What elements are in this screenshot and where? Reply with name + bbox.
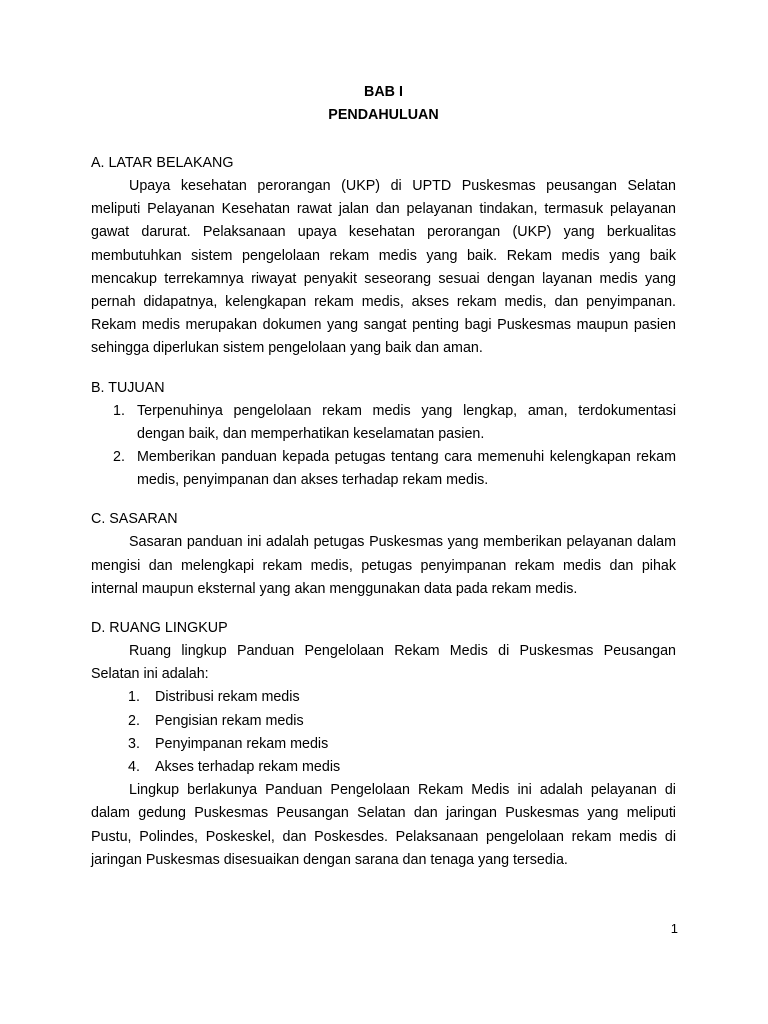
sasaran-paragraph: Sasaran panduan ini adalah petugas Puskesmas yang memberikan pelayanan dalam mengisi dan melengkapi rekam medis, petugas penyimpanan rekam medis dan pihak internal maupun eksternal yang akan menggunakan data pada rekam medis. — [91, 534, 676, 597]
page-number: 1 — [670, 921, 678, 936]
list-item — [91, 733, 676, 756]
list-item-text: Akses terhadap rekam medis — [155, 759, 341, 776]
list-item-text: Pengisian rekam medis — [155, 712, 304, 729]
section-heading-tujuan: B. TUJUAN — [91, 379, 165, 396]
list-item-number: 1. — [113, 402, 125, 419]
list-item-text: Memberikan panduan kepada petugas tentang cara memenuhi kelengkapan rekam medis, penyimpanan dan akses terhadap rekam medis. — [137, 449, 676, 489]
list-item-number: 2. — [113, 449, 125, 466]
section-heading-sasaran: C. SASARAN — [91, 511, 178, 528]
list-item-number: 2. — [128, 712, 140, 729]
chapter-title: PENDAHULUAN — [328, 107, 439, 123]
section-heading-latar-belakang: A. LATAR BELAKANG — [91, 155, 234, 171]
list-item — [91, 446, 676, 492]
list-item — [91, 710, 676, 733]
chapter-label: BAB I — [364, 84, 403, 100]
list-item-number: 3. — [128, 735, 140, 752]
list-item-number: 4. — [128, 759, 140, 776]
list-item — [91, 400, 676, 446]
list-item-text: Distribusi rekam medis — [155, 689, 300, 706]
latar-belakang-paragraph: Upaya kesehatan perorangan (UKP) di UPTD Puskesmas peusangan Selatan meliputi Pelayanan Kesehatan rawat jalan dan pelayanan tindakan, termasuk pelayanan gawat darurat. Pelaksanaan upaya kesehatan perorangan (UKP) yang berkualitas membutuhkan sistem pengelolaan rekam medis yang baik. Rekam medis yang baik mencakup terrekamnya riwayat penyakit seseorang sesuai dengan layanan medis yang pernah didapatnya, kelengkapan rekam medis, akses rekam medis, dan penyimpanan. Rekam medis merupakan dokumen yang sangat penting bagi Puskesmas maupun pasien sehingga diperlukan sistem pengelolaan yang baik dan aman. — [91, 178, 676, 357]
ruang-lingkup-list — [91, 686, 676, 779]
page-content — [91, 81, 676, 872]
list-item-text: Terpenuhinya pengelolaan rekam medis yang lengkap, aman, terdokumentasi dengan baik, dan memperhatikan keselamatan pasien. — [137, 402, 676, 442]
list-item — [91, 756, 676, 779]
section-heading-ruang-lingkup: D. RUANG LINGKUP — [91, 620, 228, 637]
tujuan-list — [91, 400, 676, 493]
list-item-text: Penyimpanan rekam medis — [155, 735, 329, 752]
list-item — [91, 686, 676, 709]
ruang-lingkup-intro: Ruang lingkup Panduan Pengelolaan Rekam Medis di Puskesmas Peusangan Selatan ini adalah: — [91, 643, 676, 683]
ruang-lingkup-closing: Lingkup berlakunya Panduan Pengelolaan Rekam Medis ini adalah pelayanan di dalam gedung Puskesmas Peusangan Selatan dan jaringan Puskesmas yang meliputi Pustu, Polindes, Poskeskel, dan Poskesdes. Pelaksanaan pengelolaan rekam medis di jaringan Puskesmas disesuaikan dengan sarana dan tenaga yang tersedia. — [91, 782, 676, 868]
list-item-number: 1. — [128, 689, 140, 706]
